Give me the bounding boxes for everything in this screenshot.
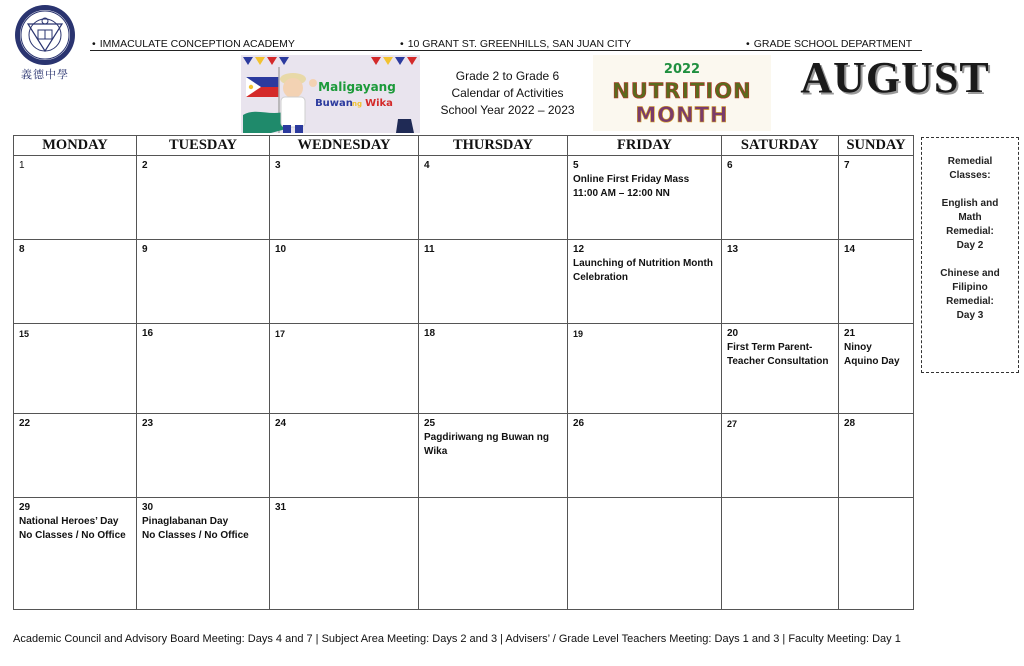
- day-number: 29: [19, 502, 31, 513]
- event-text: Online First Friday Mass: [573, 174, 690, 185]
- day-number: 6: [727, 160, 733, 171]
- event-text: Launching of Nutrition Month Celebration: [573, 258, 713, 283]
- event-note: No Classes / No Office: [142, 530, 249, 541]
- weekday-header-row: [14, 136, 914, 156]
- day-cell[interactable]: [568, 324, 722, 414]
- day-number: 4: [424, 160, 430, 171]
- header-address: • 10 GRANT ST. GREENHILLS, SAN JUAN CITY: [400, 38, 631, 50]
- header-school-name: • IMMACULATE CONCEPTION ACADEMY: [92, 38, 295, 50]
- svg-text:NUTRITION: NUTRITION: [612, 79, 752, 103]
- empty-cell: [568, 498, 722, 610]
- day-cell[interactable]: [722, 414, 839, 498]
- day-number: 28: [844, 418, 856, 429]
- day-number: 13: [727, 244, 739, 255]
- svg-text:MONTH: MONTH: [635, 103, 729, 127]
- day-number: 7: [844, 160, 850, 171]
- day-cell[interactable]: [137, 240, 270, 324]
- day-number: 1: [19, 160, 25, 171]
- day-number: 11: [424, 244, 435, 255]
- day-number: 21: [844, 328, 856, 339]
- day-number: 30: [142, 502, 154, 513]
- week-row: [14, 324, 914, 414]
- day-cell[interactable]: [722, 156, 839, 240]
- week-row: [14, 240, 914, 324]
- week-row: [14, 414, 914, 498]
- day-number: 17: [275, 329, 286, 339]
- day-cell[interactable]: [568, 414, 722, 498]
- svg-text:Maligayang: Maligayang: [318, 80, 396, 94]
- day-number: 8: [19, 244, 25, 255]
- day-cell[interactable]: [270, 156, 419, 240]
- event-note: No Classes / No Office: [19, 530, 126, 541]
- week-row: [14, 498, 914, 610]
- weekday-header: SATURDAY: [722, 136, 839, 156]
- empty-cell: [722, 498, 839, 610]
- day-cell[interactable]: [14, 414, 137, 498]
- day-number: 25: [424, 418, 436, 429]
- empty-cell: [839, 498, 914, 610]
- svg-text:Buwan: Buwan: [315, 98, 353, 109]
- day-number: 22: [19, 418, 31, 429]
- day-cell[interactable]: [137, 156, 270, 240]
- day-cell[interactable]: [14, 240, 137, 324]
- day-cell[interactable]: [722, 240, 839, 324]
- day-number: 9: [142, 244, 148, 255]
- bullet-icon: •: [92, 38, 96, 50]
- day-number: 2: [142, 160, 148, 171]
- day-cell[interactable]: [419, 324, 568, 414]
- day-cell[interactable]: [14, 324, 137, 414]
- calendar-grid: [13, 135, 914, 610]
- day-cell[interactable]: [839, 240, 914, 324]
- day-number: 24: [275, 418, 287, 429]
- school-chinese-name: 義德中學: [21, 68, 69, 81]
- buwan-ng-wika-banner: [241, 55, 420, 133]
- school-seal-icon: [14, 4, 76, 66]
- svg-text:Wika: Wika: [365, 98, 393, 109]
- bullet-icon: •: [400, 38, 404, 50]
- svg-text:2022: 2022: [663, 62, 701, 77]
- day-cell[interactable]: [137, 414, 270, 498]
- day-number: 18: [424, 328, 436, 339]
- day-cell[interactable]: [419, 156, 568, 240]
- day-number: 31: [275, 502, 287, 513]
- event-text: Pagdiriwang ng Buwan ng Wika: [424, 432, 549, 457]
- day-number: 20: [727, 328, 739, 339]
- svg-text:ng: ng: [352, 100, 362, 108]
- day-number: 10: [275, 244, 287, 255]
- weekday-header: THURSDAY: [419, 136, 568, 156]
- meetings-footer: Academic Council and Advisory Board Meeting: Days 4 and 7 | Subject Area Meeting: Days 2 and 3 | Advisers’ / Grade Level Teachers Meeting: Days 1 and 3 | Faculty Meeting: Day 1: [13, 633, 901, 645]
- school-year: School Year 2022 – 2023: [440, 103, 575, 117]
- day-cell[interactable]: [270, 498, 419, 610]
- weekday-header: MONDAY: [14, 136, 137, 156]
- calendar-label: Calendar of Activities: [451, 86, 564, 100]
- event-text: Ninoy Aquino Day: [844, 342, 900, 367]
- event-text: First Term Parent-Teacher Consultation: [727, 342, 829, 367]
- day-number: 26: [573, 418, 585, 429]
- day-number: 5: [573, 160, 579, 171]
- calendar-subtitle: [425, 68, 590, 119]
- day-number: 15: [19, 329, 30, 339]
- day-cell[interactable]: [722, 324, 839, 414]
- day-cell[interactable]: [270, 240, 419, 324]
- day-cell[interactable]: [839, 414, 914, 498]
- day-cell[interactable]: [270, 414, 419, 498]
- weekday-header: SUNDAY: [839, 136, 914, 156]
- day-cell[interactable]: [839, 156, 914, 240]
- day-cell[interactable]: [419, 414, 568, 498]
- weekday-header: FRIDAY: [568, 136, 722, 156]
- nutrition-month-banner: [593, 55, 771, 131]
- day-number: 23: [142, 418, 154, 429]
- day-cell[interactable]: [14, 156, 137, 240]
- remedial-classes-box: [921, 137, 1019, 373]
- weekday-header: TUESDAY: [137, 136, 270, 156]
- grade-range: Grade 2 to Grade 6: [455, 69, 560, 83]
- day-cell[interactable]: [137, 324, 270, 414]
- empty-cell: [419, 498, 568, 610]
- day-cell[interactable]: [270, 324, 419, 414]
- event-text: Pinaglabanan Day: [142, 516, 229, 527]
- day-number: 12: [573, 244, 585, 255]
- bullet-icon: •: [746, 38, 750, 50]
- day-number: 3: [275, 160, 281, 171]
- day-cell[interactable]: [419, 240, 568, 324]
- event-text: National Heroes’ Day: [19, 516, 119, 527]
- day-number: 19: [573, 329, 584, 339]
- weekday-header: WEDNESDAY: [270, 136, 419, 156]
- day-number: 14: [844, 244, 856, 255]
- day-cell[interactable]: [568, 240, 722, 324]
- header-department: • GRADE SCHOOL DEPARTMENT: [746, 38, 913, 50]
- wika-illustration-icon: [241, 55, 420, 133]
- week-row: [14, 156, 914, 240]
- day-cell[interactable]: [137, 498, 270, 610]
- day-cell[interactable]: [568, 156, 722, 240]
- remedial-english-math: English and Math Remedial: Day 2: [941, 198, 999, 251]
- remedial-title: Classes:: [949, 170, 991, 181]
- day-cell[interactable]: [839, 324, 914, 414]
- nutrition-logo-icon: [593, 55, 771, 131]
- month-title: AUGUST: [800, 53, 990, 102]
- remedial-title: Remedial: [947, 156, 993, 167]
- day-number: 16: [142, 328, 154, 339]
- event-time: 11:00 AM – 12:00 NN: [573, 188, 670, 199]
- remedial-chinese-filipino: Chinese and Filipino Remedial: Day 3: [940, 268, 1000, 321]
- day-number: 27: [727, 419, 738, 429]
- day-cell[interactable]: [14, 498, 137, 610]
